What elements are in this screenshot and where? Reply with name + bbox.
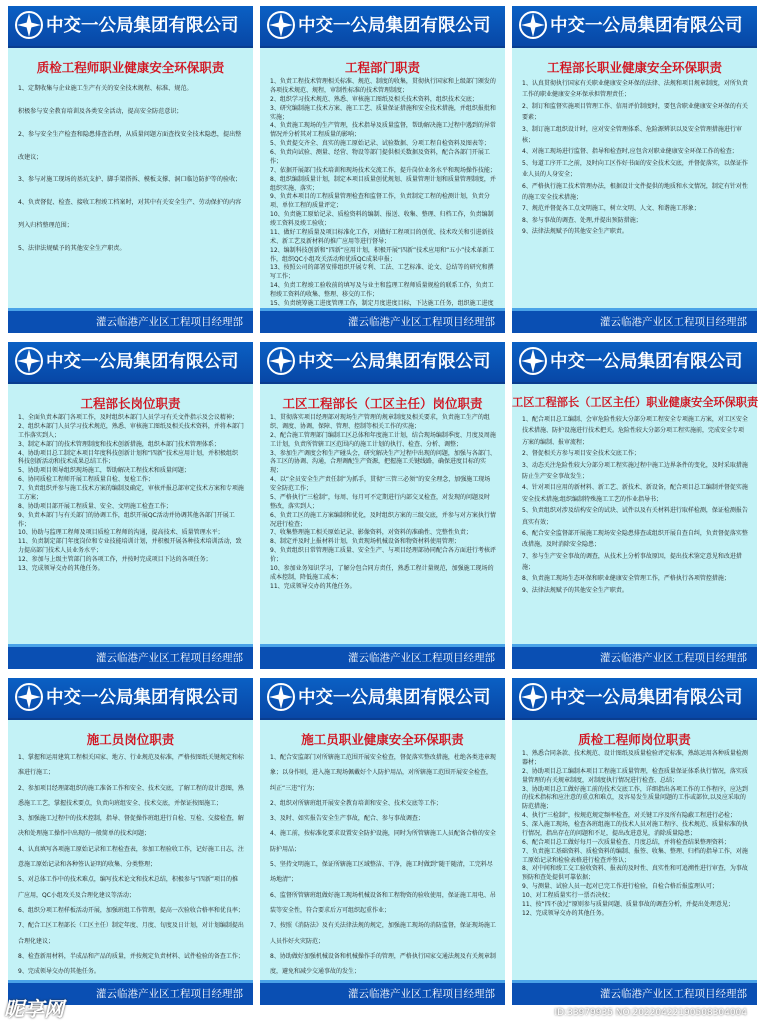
duty-item: 8、参与事故的调查、处理,并提出预防措施； bbox=[522, 216, 642, 224]
duty-item: 11、负责制定部门年度岗位和专业技能培训计划，并积极开展各种技术培训活动，致力提高部门技术人员业务水平； bbox=[18, 538, 242, 555]
duty-item: 8、协助做好加强机械设备和机械操作手的管理，严格执行国家交通法规及有关规章制度，避免和减少交通事故的发生； bbox=[270, 952, 496, 976]
company-logo-icon bbox=[14, 346, 44, 376]
duty-item: 11、完成领导交办的其他任务。 bbox=[270, 582, 356, 590]
duty-item: 7、收集整理施工相关原始记录、影像资料，对资料的准确性、完整性负责； bbox=[270, 529, 472, 537]
duty-item: 1、贯彻落实项目经理部对现场生产管理的规章制度及相关要求，负责施工生产的组织、调度、协调，保障、管理、控制等相关工作的实施； bbox=[270, 414, 490, 430]
duty-item: 4、对施工现场进行监督、指导和检查时,应包含对职业健康安全环保工作的检查； bbox=[522, 148, 738, 156]
duty-list bbox=[522, 78, 748, 301]
duty-board bbox=[512, 678, 757, 1005]
duty-list bbox=[270, 78, 496, 307]
duty-list bbox=[18, 78, 244, 301]
company-logo-icon bbox=[14, 682, 44, 712]
duty-item: 4、协助项目总工制定本项目年度科技创新计划和“四新”技术应用计划，并积极组织科技创新活动和技术成果总结工作； bbox=[18, 449, 239, 466]
board-title: 工程部长岗位职责 bbox=[80, 396, 181, 411]
duty-board bbox=[260, 6, 505, 333]
duty-item: 11、按“四不放过”原则参与质量问题、质量事故的调查分析，并提出处理意见； bbox=[522, 900, 734, 908]
duty-list bbox=[18, 750, 244, 976]
board-header bbox=[512, 342, 757, 384]
duty-item: 6、协同质检工程师开展工程质量自检、复检工作； bbox=[18, 476, 154, 484]
company-name: 中交一公局集团有限公司 bbox=[550, 688, 743, 708]
duty-item: 5、坚持文明施工，保证所辖施工区域整洁、干净，施工时做到“随干随清，工完料尽场地清”； bbox=[270, 861, 493, 884]
duty-item: 8、组织编制质量计划，制定本项目质量创优规划、质量管理计划和质量管理制度，并组织实施、落实； bbox=[270, 175, 496, 192]
duty-board bbox=[8, 678, 253, 1005]
duty-item: 11、做好工程质量及项目标准化工作，对做好工程项目的创优、技术攻关和引进新技术、新工艺及新材料的推广应用等进行督导； bbox=[270, 228, 494, 245]
board-title: 工程部门职责 bbox=[344, 60, 420, 75]
duty-item: 13、完成领导交办的其他任务。 bbox=[18, 564, 104, 572]
duty-item: 积极参与安全教育培训及各类安全活动，提高安全防范意识； bbox=[18, 107, 183, 115]
duty-item: 1、认真贯彻执行国家有关职业健康安全环保的法律、法规和项目规章制度，对所负责工作的职业健康安全环保承担管理责任； bbox=[522, 80, 748, 99]
duty-item: 5、每道工序开工之前，及时向工区作好书面的安全技术交底，并督促落实，以保证作业人员的人身安全； bbox=[522, 159, 748, 179]
duty-item: 7、负责组织并参与施工技术方案的编制及确定，审核并报总部审定技术方案和专项施工方案； bbox=[18, 485, 244, 501]
duty-list bbox=[270, 414, 496, 637]
duty-list bbox=[18, 414, 244, 637]
board-footer: 灌云临港产业区工程项目经理部 bbox=[512, 647, 757, 669]
duty-item: 9、负责本项目的工程质量管理检查和监督工作，负责制定工程的检测计划，负责分项、单位工程的质量评定； bbox=[270, 193, 490, 210]
duty-item: 3、制订施工组织设计时，应对安全管理体系、危险源辨识以及安全管理措施进行审核； bbox=[522, 125, 742, 144]
duty-item: 7、依据开展部门技术培训和现场技术交流工作，提升岗位业务水平和现场操作技能； bbox=[270, 166, 496, 174]
duty-item: 6、负责向试验、测量、经营、物设等部门提供相关数据及资料，配合各部门开展工作； bbox=[270, 149, 490, 165]
duty-item: 2、协助项目总工编制本项目工程施工质量管理，检查质量保证体系执行情况，落实质量管理的有关规章制度，对制度执行情况进行检查、总结； bbox=[522, 767, 748, 784]
duty-list bbox=[270, 750, 496, 976]
duty-item: 4、施工前，按标准化要求设置安全防护设施，同时为所管辖施工人员配备合格的安全防护用品； bbox=[270, 830, 496, 853]
duty-item: 4、执行“三检制”，按规范规定频率检查，对关键工序及所有隐蔽工程进行必检； bbox=[522, 812, 737, 820]
duty-item: 2、组织本部门人员学习技术规范，熟悉、审核施工图纸及相关技术资料，并将本部门工作落实到人； bbox=[18, 422, 244, 439]
duty-item: 4、以“全员安全生产责任制”为抓手，贯彻“三管三必须”的安全理念，加强施工现场安全防范工作； bbox=[270, 476, 491, 492]
duty-board bbox=[260, 342, 505, 669]
duty-item: 3、参与对施工现场的基坑支护、脚手架搭拆、模板支撑、洞口临边防护等的验收； bbox=[18, 176, 242, 184]
board-header bbox=[8, 342, 253, 384]
duty-board bbox=[8, 6, 253, 333]
company-name: 中交一公局集团有限公司 bbox=[298, 16, 491, 36]
board-title: 质检工程师岗位职责 bbox=[578, 732, 691, 747]
company-logo-icon bbox=[266, 346, 296, 376]
duty-item: 4、负责督促、检查、接收工程竣工档案时，对其中有关安全生产、劳动保护的内容列入归档整理范围； bbox=[18, 199, 242, 230]
duty-item: 4、认真填写各项施工原始记录和工程检查表，参加工程验收工作，记好施工日志，注意施工原始记录和各种签认证明的收集、分类整理； bbox=[18, 845, 244, 869]
duty-item: 4、针对项目应用的新材料、新工艺、新技术、新设备，配合项目总工编制并督促实施安全技术措施;组织编制特殊施工工艺的作业指导书； bbox=[522, 484, 748, 503]
duty-item: 9、完成领导交办的其他任务。 bbox=[18, 968, 100, 976]
board-footer: 灌云临港产业区工程项目经理部 bbox=[512, 983, 757, 1005]
duty-item: 2、组织学习技术规范、熟悉、审核施工图纸及相关技术资料，组织技术交底； bbox=[270, 95, 478, 103]
duty-board bbox=[8, 342, 253, 669]
duty-item: 14、负责工程竣工验收前的填写及与业主和监理工程师质量规检的联系工作，负责工程竣工资料的收集、整理、移交的工作； bbox=[270, 282, 494, 298]
duty-item: 6、严格执行施工技术管理办法，根据设计文件提供的地质和水文情况，制定有针对性的施工安全技术措施； bbox=[522, 182, 748, 201]
duty-item: 7、配合工区工程部长（工区主任）制定年度、月度、旬度及日计划，对计划编制提出合理化建议； bbox=[18, 922, 244, 945]
duty-item: 3、及时、如实报告安全生产事故，配合、参与事故调查； bbox=[270, 815, 424, 823]
board-footer: 灌云临港产业区工程项目经理部 bbox=[8, 983, 253, 1005]
board-header bbox=[512, 678, 757, 720]
duty-item: 15、负责统筹施工进度管理工作，制定月度进度目标，下达施工任务，组织施工进度 bbox=[270, 299, 494, 307]
duty-item: 1、配合项目总工编制、会审危险性较大分部分项工程安全专项施工方案，对工区安全技术措施、防护设施进行技术把关。危险性较大分部分项工程实施前，完成安全专项方案的编制、报审流程； bbox=[522, 416, 748, 446]
duty-item: 9、负责本部门与有关部门的协调工作，组织开展QC活动并协调其他各部门开展工作； bbox=[18, 511, 235, 528]
duty-item: 8、负责施工现场生态环保和职业健康安全管理工作，严格执行各项管控措施； bbox=[522, 575, 730, 583]
duty-item: 8、制定并及时上报材料计划，负责现场机械设备和物资材料使用管理； bbox=[270, 538, 460, 546]
board-title: 质检工程师职业健康安全环保职责 bbox=[36, 60, 225, 75]
company-name: 中交一公局集团有限公司 bbox=[298, 688, 491, 708]
duty-item: 6、配合项目总工做好每月一次质量检查、月度总结，并将检查结果整理资料； bbox=[522, 838, 730, 846]
duty-item: 6、配合安全监督部开展施工现场安全隐患排查或组织开展自查自纠，负责督促落实整改措施，及时消除安全隐患； bbox=[522, 529, 748, 549]
duty-item: 7、参与生产安全事故的调查，从技术上分析事故原因，提出技术鉴定意见和改进措施； bbox=[522, 552, 742, 572]
company-name: 中交一公局集团有限公司 bbox=[46, 688, 239, 708]
board-title: 施工员职业健康安全环保职责 bbox=[301, 732, 464, 747]
board-footer: 灌云临港产业区工程项目经理部 bbox=[8, 647, 253, 669]
duty-item: 3、参加生产调度会和生产碰头会，研究解决生产过程中出现的问题，加强与各部门、各工区的协调、沟通，合理调配生产资源，把握施工关键线路，确保进度目标的实现； bbox=[270, 449, 496, 475]
company-name: 中交一公局集团有限公司 bbox=[46, 352, 239, 372]
duty-item: 5、负责组织对涉及结构安全的试块、试件以及有关材料进行取样检测，保证检测报告真实有效； bbox=[522, 507, 748, 526]
duty-item: 6、组织分项工程样板活动开展，加强班组工作管理，提高一次验收合格率和优良率； bbox=[18, 906, 244, 914]
duty-item: 8、检查新用材料，半成品和产品的质量，并按规定负责材料、试件检验的备查工作； bbox=[18, 952, 244, 960]
duty-item: 8、对中间和竣工交工验收资料、报表的及时性、真实性和可追溯性进行审查，为事故预防和查处提供可靠依据； bbox=[522, 865, 748, 882]
duty-list bbox=[522, 750, 748, 973]
duty-item: 7、规范并督促各工点文明施工，树立文明、人文、和谐施工形象； bbox=[522, 205, 700, 213]
board-title: 施工员岗位职责 bbox=[86, 732, 175, 747]
duty-item: 2、配合施工管理部门编制工区总体和年度施工计划，结合现场编制季度、月度及周施工计划，负责所管辖工区范围内的施工计划的执行、检查、分析、调整； bbox=[270, 431, 496, 448]
duty-list bbox=[522, 414, 748, 637]
duty-item: 3、研究编制施工技术方案、施工工艺、质量保证措施和安全技术措施，并组织报批和实施； bbox=[270, 104, 496, 121]
board-footer: 灌云临港产业区工程项目经理部 bbox=[260, 647, 505, 669]
duty-item: 10、对工程质量实行一票否决权； bbox=[522, 892, 614, 899]
duty-item: 1、全面负责本部门各项工作，及时组织本部门人员学习有关文件指示及会议精神； bbox=[18, 414, 238, 421]
duty-item: 2、参与安全生产检查和隐患排查治理，从质量问题方面查找安全技术隐患，提出整改建议； bbox=[18, 130, 242, 161]
board-header bbox=[8, 6, 253, 48]
duty-board bbox=[512, 342, 757, 669]
board-footer: 灌云临港产业区工程项目经理部 bbox=[512, 311, 757, 333]
duty-item: 12、参加与上级主管部门的各项工作，并按时完成项目下达的各项任务； bbox=[18, 556, 212, 563]
duty-item: 7、负责施工基础资料、质检资料的编制、报签、收集、整理、归档的指导工作，对施工原始记录和检验表格进行检查并签认； bbox=[522, 847, 748, 864]
duty-item: 6、监督所管辖班组做好施工现场机械设备和工程物资的验收使用，保证施工用电、吊装等安全性，符合要求后方可组织起重作业； bbox=[270, 891, 496, 914]
board-title: 工区工程部长（工区主任）职业健康安全环保职责 bbox=[512, 396, 759, 409]
duty-item: 5、协助项目领导组织现场施工，帮助解决工程技术和质量问题； bbox=[18, 467, 190, 475]
company-logo-icon bbox=[266, 682, 296, 712]
duty-item: 5、深入施工现场，检查各班组施工的技术人员对施工程序、技术规范、质量标准的执行情况，指出存在的问题和不足，提出改进意见，消除质量隐患； bbox=[522, 821, 748, 837]
company-logo-icon bbox=[14, 10, 44, 40]
duty-item: 1、熟悉合同条款、技术规范、设计图纸及质量检验评定标准，熟练运用各种质量检测器材； bbox=[522, 750, 748, 766]
watermark-site: 昵享网 bbox=[4, 997, 64, 1021]
board-footer: 灌云临港产业区工程项目经理部 bbox=[260, 311, 505, 333]
board-title: 工程部长职业健康安全环保职责 bbox=[546, 60, 722, 75]
board-header bbox=[8, 678, 253, 720]
duty-item: 12、编制科技创新和“四新”应用计划，积极开展“四新”技术应用和“五小”技术革新工作，组织QC小组攻关活动和优质QC成果申报； bbox=[270, 246, 495, 263]
board-footer: 灌云临港产业区工程项目经理部 bbox=[8, 311, 253, 333]
board-header bbox=[512, 6, 757, 48]
duty-item: 2、制订和监督实施项目管理工作、信用评价制度时，要包含职业健康安全环保的有关要素； bbox=[522, 102, 748, 122]
duty-item: 3、动态关注危险性较大分部分项工程实施过程中施工边界条件的变化，及时采取措施防止生产安全事故发生； bbox=[522, 461, 748, 480]
duty-item: 5、法律法规赋予的其他安全生产职责。 bbox=[18, 244, 126, 252]
duty-item: 10、负责施工原始记录、质检资料的编制、报送、收集、整理、归档工作，负责编制竣工资料及竣工验收； bbox=[270, 211, 494, 227]
duty-item: 7、按照《消防法》及有关法律法规的规定，加强施工现场的消防监督，保证现场施工人员作好火灾防范； bbox=[270, 922, 496, 945]
duty-item: 10、协助与监理工程师及项目质检工程师的沟通，提高技术、质量管理水平； bbox=[18, 529, 224, 537]
duty-board bbox=[260, 678, 505, 1005]
company-name: 中交一公局集团有限公司 bbox=[298, 352, 491, 372]
board-header bbox=[260, 6, 505, 48]
company-name: 中交一公局集团有限公司 bbox=[550, 16, 743, 36]
duty-item: 3、制定本部门的技术管理制度和技术创新措施，组织本部门技术管理体系； bbox=[18, 440, 220, 448]
duty-item: 5、严格执行“三检制”，每周、每月可不定期进行内部交叉检查，对发现的问题及时整改，落实到人； bbox=[270, 493, 491, 510]
duty-item: 5、对总体工作中的技术难点，编写技术论文和技术总结，积极参与“四新”项目的推广应用，QC小组攻关及合理化建议等活动； bbox=[18, 876, 239, 899]
watermark-id: ID:33979935 NO:20220422190508304004 bbox=[554, 1008, 747, 1018]
board-title: 工区工程部长（工区主任）岗位职责 bbox=[282, 396, 483, 411]
company-name: 中交一公局集团有限公司 bbox=[550, 352, 743, 372]
duty-item: 12、完成领导交办的其他任务。 bbox=[522, 909, 608, 917]
company-logo-icon bbox=[518, 346, 548, 376]
duty-item: 9、与测量、试验人员一起对已完工作进行检验，自检合格后报监理认可； bbox=[522, 883, 718, 891]
company-name: 中交一公局集团有限公司 bbox=[46, 16, 239, 36]
duty-board bbox=[512, 6, 757, 333]
duty-item: 1、掌握和运用建筑工程相关国家、地方、行业规范及标准，严格按图纸关键规定和标准进行施工； bbox=[18, 754, 244, 777]
duty-item: 1、定期收集与企业施工生产有关的安全技术规程、标准、规范。 bbox=[18, 85, 193, 92]
duty-item: 5、负责提交齐全、真实的施工原始记录、试验数据、分项工程自检资料及图表等； bbox=[270, 140, 490, 148]
duty-item: 2、参加项目经理部组织的施工准备工作和安全、技术交底，了解工程的设计意图，熟悉施工工艺，掌握技术要点，负责向班组安全、技术交底，并保证按图施工； bbox=[18, 784, 244, 807]
board-header bbox=[260, 342, 505, 384]
duty-item: 6、负责工区的施工方案编制和优化，及时组织方案的三级交底，并参与对方案执行情况进行检查； bbox=[270, 511, 496, 528]
company-logo-icon bbox=[518, 682, 548, 712]
company-logo-icon bbox=[266, 10, 296, 40]
duty-item: 3、协助项目总工做好施工前的技术交底工作，详细指出各项工作的工作程序，应达到的技术指标和应注意的重点和难点，及容易发生质量问题的工作或部位,以及应采取的防范措施； bbox=[522, 785, 748, 811]
board-header bbox=[260, 678, 505, 720]
duty-item: 9、法律法规赋予的其他安全生产职责。 bbox=[522, 586, 628, 594]
duty-item: 10、参加业务知识学习，了解分包合同方责任，熟悉工程计量规范，加强施工现场的成本控制，降低施工成本； bbox=[270, 564, 494, 581]
duty-item: 2、督促相关方参与项目安全技术交底工作； bbox=[522, 450, 640, 458]
duty-item: 1、负责工程技术管理相关标准、规范、制度的收集，贯彻执行国家和上级部门颁发的各项技术规范、规程，审制性标准的技术管理制度； bbox=[270, 78, 496, 94]
duty-item: 9、法律法规赋予的其他安全生产职责。 bbox=[522, 228, 628, 236]
board-footer: 灌云临港产业区工程项目经理部 bbox=[260, 983, 505, 1005]
duty-item: 1、配合安监部门对所辖施工范围开展安全检查，督促落实整改措施，杜绝各类违章现象；以身作则，进入施工现场佩戴好个人防护用品，对所辖施工范围开展安全检查，纠正“三违”行为； bbox=[270, 754, 496, 792]
company-logo-icon bbox=[518, 10, 548, 40]
duty-item: 9、负责组织日常管理施工质量、安全生产、与项目经理部协同配合各方面进行考核评价； bbox=[270, 547, 496, 563]
duty-item: 3、加强施工过程中的技术控制，指导、督促操作班组进行自检、互检、交接检查，解决和处理施工操作中出现的一般简单的技术问题； bbox=[18, 815, 244, 838]
duty-item: 13、按照公司的部署安排组织开展专利、工法、工艺标准、论文、总结等的研究和撰写工作； bbox=[270, 264, 494, 281]
duty-item: 8、协助项目部开展工程质量、安全、文明施工检查工作； bbox=[18, 502, 172, 510]
duty-item: 2、组织对所辖班组开展安全教育培训和安全、技术交底等工作； bbox=[270, 799, 442, 807]
duty-item: 4、负责施工现场的生产管理，技术指导及质量监督，帮助解决施工过程中遇到的异常情况并分析其对工程质量的影响； bbox=[270, 122, 496, 139]
